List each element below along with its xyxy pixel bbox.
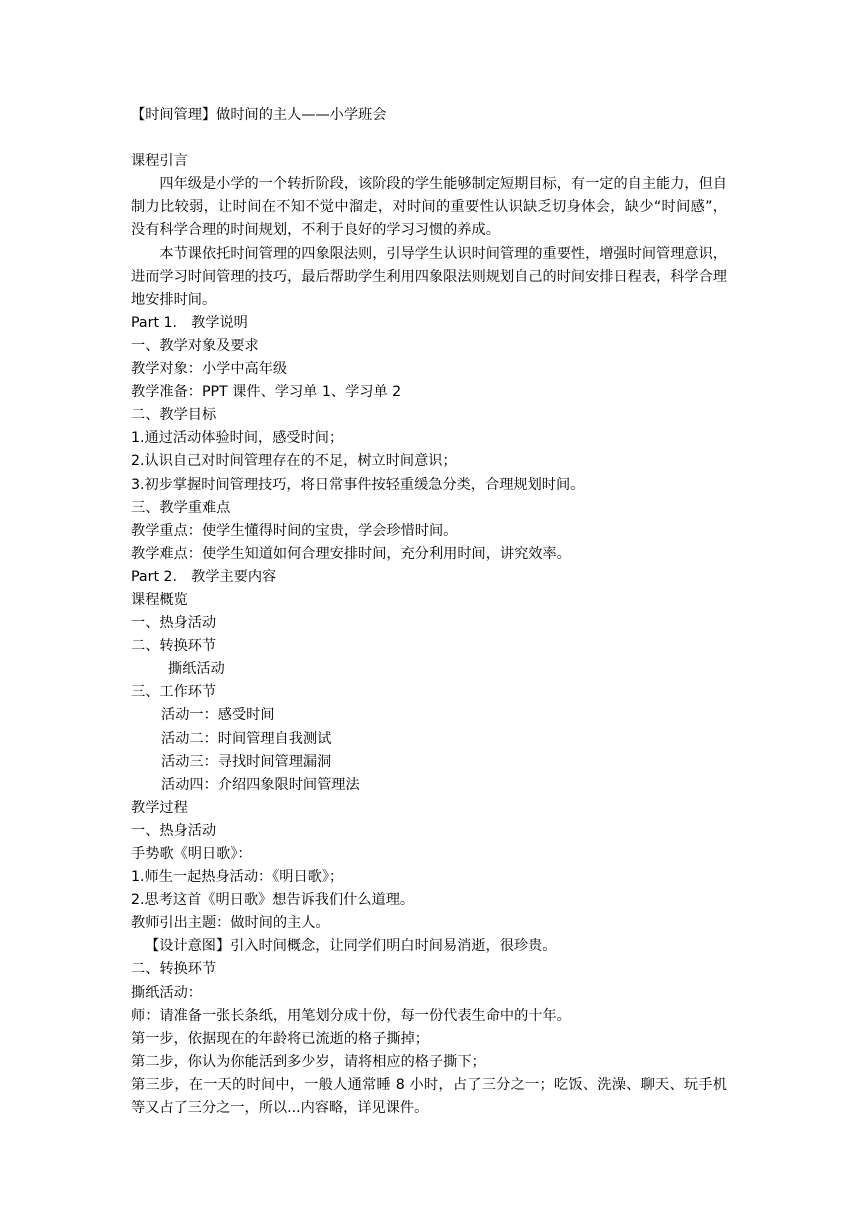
blank-line: [131, 127, 727, 150]
step-item: 第一步，依据现在的年龄将已流逝的格子撕掉；: [131, 1030, 429, 1047]
part2-title: 教学主要内容: [191, 568, 277, 585]
section-heading: 一、教学对象及要求: [131, 337, 259, 354]
section-heading: 一、热身活动: [131, 822, 217, 839]
step-item: 第二步，你认为你能活到多少岁，请将相应的格子撕下；: [131, 1053, 486, 1070]
step-item: 第三步，在一天的时间中，一般人通常睡 8 小时，占了三分之一；吃饭、洗澡、聊天、玩手机等又占了三分之一，所以...内容略，详见课件。: [131, 1076, 727, 1117]
teacher-instruction: 师：请准备一张长条纸，用笔划分成十份，每一份代表生命中的十年。: [131, 1007, 571, 1024]
teaching-target: 教学对象：小学中高年级: [131, 361, 288, 378]
section-heading: 三、教学重难点: [131, 499, 231, 516]
document-page: [131, 104, 727, 1120]
goal-item: 1.通过活动体验时间，感受时间；: [131, 430, 344, 447]
overview-subitem: 撕纸活动: [168, 661, 225, 678]
overview-subitem: 活动二：时间管理自我测试: [161, 730, 332, 747]
document-title: 【时间管理】做时间的主人——小学班会: [131, 107, 387, 123]
overview-subitem: 活动四：介绍四象限时间管理法: [161, 776, 360, 793]
section-heading: 二、转换环节: [131, 961, 217, 978]
intro-heading: 课程引言: [131, 153, 188, 170]
theme-intro: 教师引出主题：做时间的主人。: [131, 915, 330, 932]
goal-item: 2.认识自己对时间管理存在的不足，树立时间意识；: [131, 453, 457, 470]
overview-item: 二、转换环节: [131, 638, 217, 655]
process-heading: 教学过程: [131, 799, 188, 816]
teaching-prep: 教学准备：PPT 课件、学习单 1、学习单 2: [131, 384, 402, 401]
song-title: 手势歌《明日歌》：: [131, 846, 252, 862]
intro-paragraph-2: 本节课依托时间管理的四象限法则，引导学生认识时间管理的重要性，增强时间管理意识，进而学习时间管理的技巧，最后帮助学生利用四象限法则规划自己的时间安排日程表，科学合理地安排时间。: [131, 245, 727, 308]
warmup-item: 2.思考这首《明日歌》想告诉我们什么道理。: [131, 892, 415, 909]
goal-item: 3.初步掌握时间管理技巧，将日常事件按轻重缓急分类，合理规划时间。: [131, 476, 585, 493]
section-heading: 二、教学目标: [131, 407, 217, 424]
overview-subitem: 活动三：寻找时间管理漏洞: [161, 753, 332, 770]
warmup-item: 1.师生一起热身活动：《明日歌》；: [131, 869, 344, 886]
part1-title: 教学说明: [191, 314, 248, 331]
part1-label: Part 1.: [131, 314, 178, 331]
overview-subitem: 活动一：感受时间: [161, 707, 275, 724]
overview-item: 三、工作环节: [131, 684, 217, 701]
intro-paragraph-1: 四年级是小学的一个转折阶段，该阶段的学生能够制定短期目标，有一定的自主能力，但自制力比较弱，让时间在不知不觉中溜走，对时间的重要性认识缺乏切身体会，缺少“时间感”，没有科学合理的时间规划，不利于良好的学习习惯的养成。: [131, 176, 727, 239]
part1-heading: [131, 312, 727, 335]
teaching-difficulty: 教学难点：使学生知道如何合理安排时间，充分利用时间，讲究效率。: [131, 545, 571, 562]
overview-heading: 课程概览: [131, 591, 188, 608]
overview-item: 一、热身活动: [131, 615, 217, 632]
part2-heading: [131, 566, 727, 589]
teaching-key-point: 教学重点：使学生懂得时间的宝贵，学会珍惜时间。: [131, 522, 458, 539]
design-intent: 【设计意图】引入时间概念，让同学们明白时间易消逝，很珍贵。: [145, 938, 557, 955]
part2-label: Part 2.: [131, 568, 178, 585]
activity-title: 撕纸活动：: [131, 984, 202, 1001]
